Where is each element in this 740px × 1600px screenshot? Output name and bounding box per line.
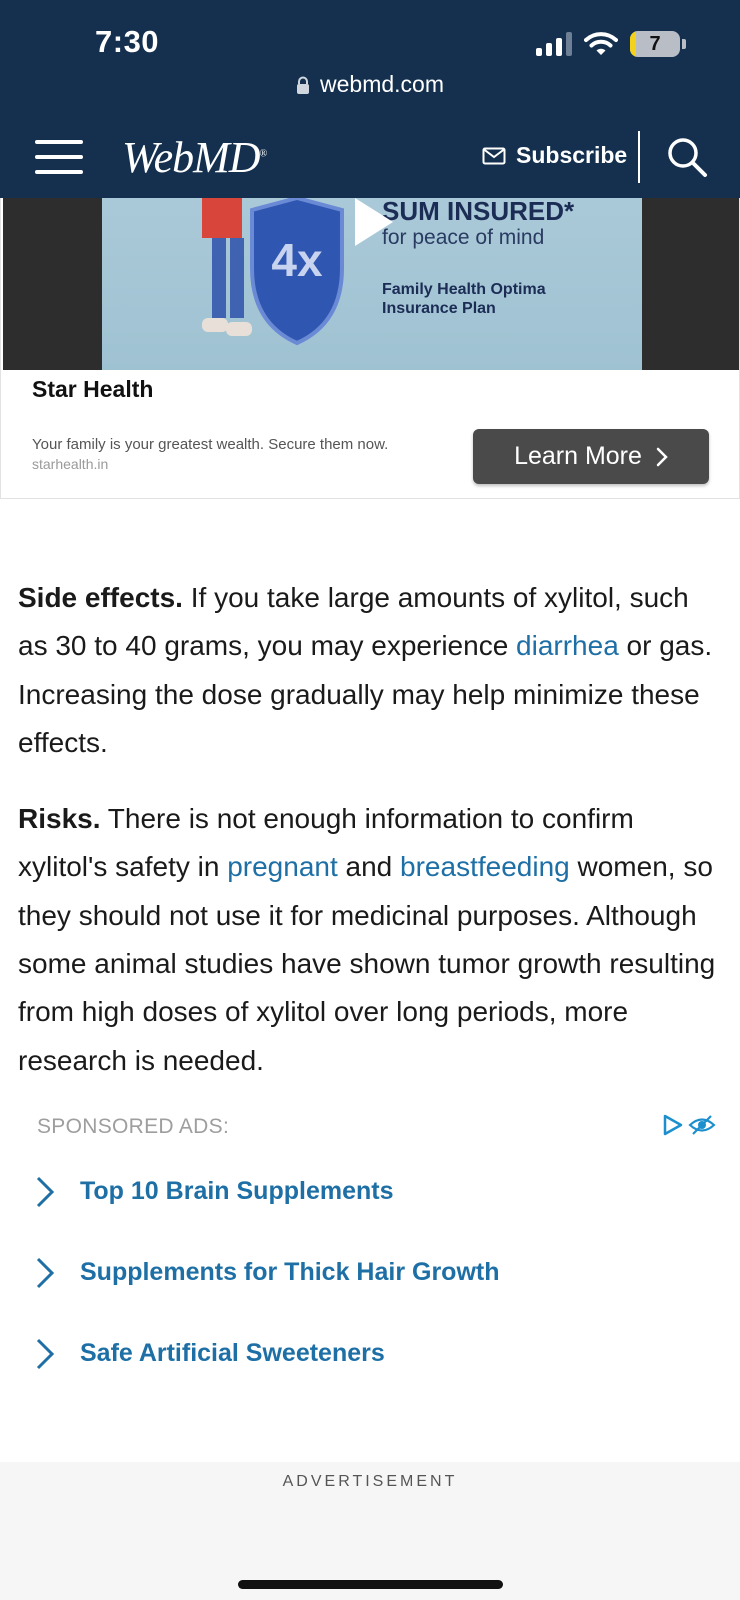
- address-bar[interactable]: [0, 71, 740, 98]
- hide-ad-icon: [688, 1114, 716, 1136]
- display-ad-card[interactable]: [0, 198, 740, 499]
- ad-advertiser-name[interactable]: Star Health: [32, 376, 154, 402]
- ad-video-frame[interactable]: [3, 198, 739, 370]
- battery-icon: [630, 31, 680, 57]
- advertisement-label: ADVERTISEMENT: [282, 1473, 458, 1490]
- learn-more-button[interactable]: [473, 429, 709, 484]
- status-time: 7:30: [95, 24, 160, 59]
- play-icon[interactable]: [353, 198, 393, 246]
- adchoices-icon: [662, 1114, 684, 1136]
- pregnant-link[interactable]: pregnant: [227, 851, 338, 883]
- article-body: [18, 574, 724, 1113]
- breastfeeding-link[interactable]: breastfeeding: [400, 851, 570, 883]
- webmd-logo[interactable]: WebMD®: [122, 133, 267, 182]
- site-navbar: [0, 128, 740, 198]
- ad-badge: 4x: [271, 234, 323, 286]
- diarrhea-link[interactable]: diarrhea: [516, 630, 619, 662]
- chevron-right-icon: [656, 447, 668, 467]
- sponsored-item-thick-hair-growth[interactable]: [0, 1253, 740, 1334]
- hamburger-menu-button[interactable]: [35, 140, 83, 176]
- risks-paragraph: Risks. There is not enough information to confirm xylitol's safety in pregnant and breastfeeding women, so they should not use it for medicinal purposes. Although some animal studies have shown tumor growth resulting from high doses of xylitol over long periods, more research is needed.: [18, 803, 716, 1076]
- sponsored-ads-label: SPONSORED ADS:: [37, 1115, 230, 1138]
- top-bar: [0, 0, 740, 198]
- ad-subheading: for peace of mind: [382, 226, 545, 249]
- home-indicator[interactable]: [238, 1580, 503, 1589]
- sponsored-ads-list: [0, 1172, 740, 1415]
- wifi-icon: [584, 31, 618, 57]
- adchoices-button[interactable]: [662, 1114, 716, 1136]
- url-text: webmd.com: [320, 71, 444, 97]
- sponsored-item-label: Supplements for Thick Hair Growth: [80, 1258, 500, 1286]
- chevron-right-icon: [35, 1338, 55, 1370]
- cellular-signal-icon: [536, 32, 572, 56]
- status-icons: [536, 28, 686, 60]
- side-effects-paragraph: Side effects. If you take large amounts of xylitol, such as 30 to 40 grams, you may experience diarrhea or gas. Increasing the dose gradually may help minimize these effects.: [18, 582, 713, 758]
- ad-description: Your family is your greatest wealth. Secure them now.: [32, 436, 389, 453]
- subscribe-label: Subscribe: [516, 142, 628, 168]
- side-effects-heading: Side effects.: [18, 582, 183, 613]
- risks-heading: Risks.: [18, 803, 101, 835]
- chevron-right-icon: [35, 1257, 55, 1289]
- learn-more-label: Learn More: [514, 442, 642, 470]
- ad-domain: starhealth.in: [32, 456, 109, 472]
- sponsored-item-label: Safe Artificial Sweeteners: [80, 1339, 385, 1367]
- ad-plan-name: Family Health Optima Insurance Plan: [382, 281, 546, 317]
- nav-divider: [638, 131, 640, 183]
- lock-icon: [296, 76, 310, 94]
- ad-heading: SUM INSURED*: [382, 198, 575, 226]
- sponsored-item-label: Top 10 Brain Supplements: [80, 1177, 394, 1205]
- battery-level: 7: [649, 32, 661, 55]
- chevron-right-icon: [35, 1176, 55, 1208]
- sponsored-item-brain-supplements[interactable]: [0, 1172, 740, 1253]
- search-icon: [666, 136, 708, 178]
- mail-icon: [482, 147, 506, 165]
- battery-tip: [682, 39, 686, 49]
- search-button[interactable]: [666, 136, 708, 178]
- subscribe-button[interactable]: [482, 142, 627, 169]
- hamburger-icon: [35, 140, 83, 144]
- sponsored-item-artificial-sweeteners[interactable]: [0, 1334, 740, 1415]
